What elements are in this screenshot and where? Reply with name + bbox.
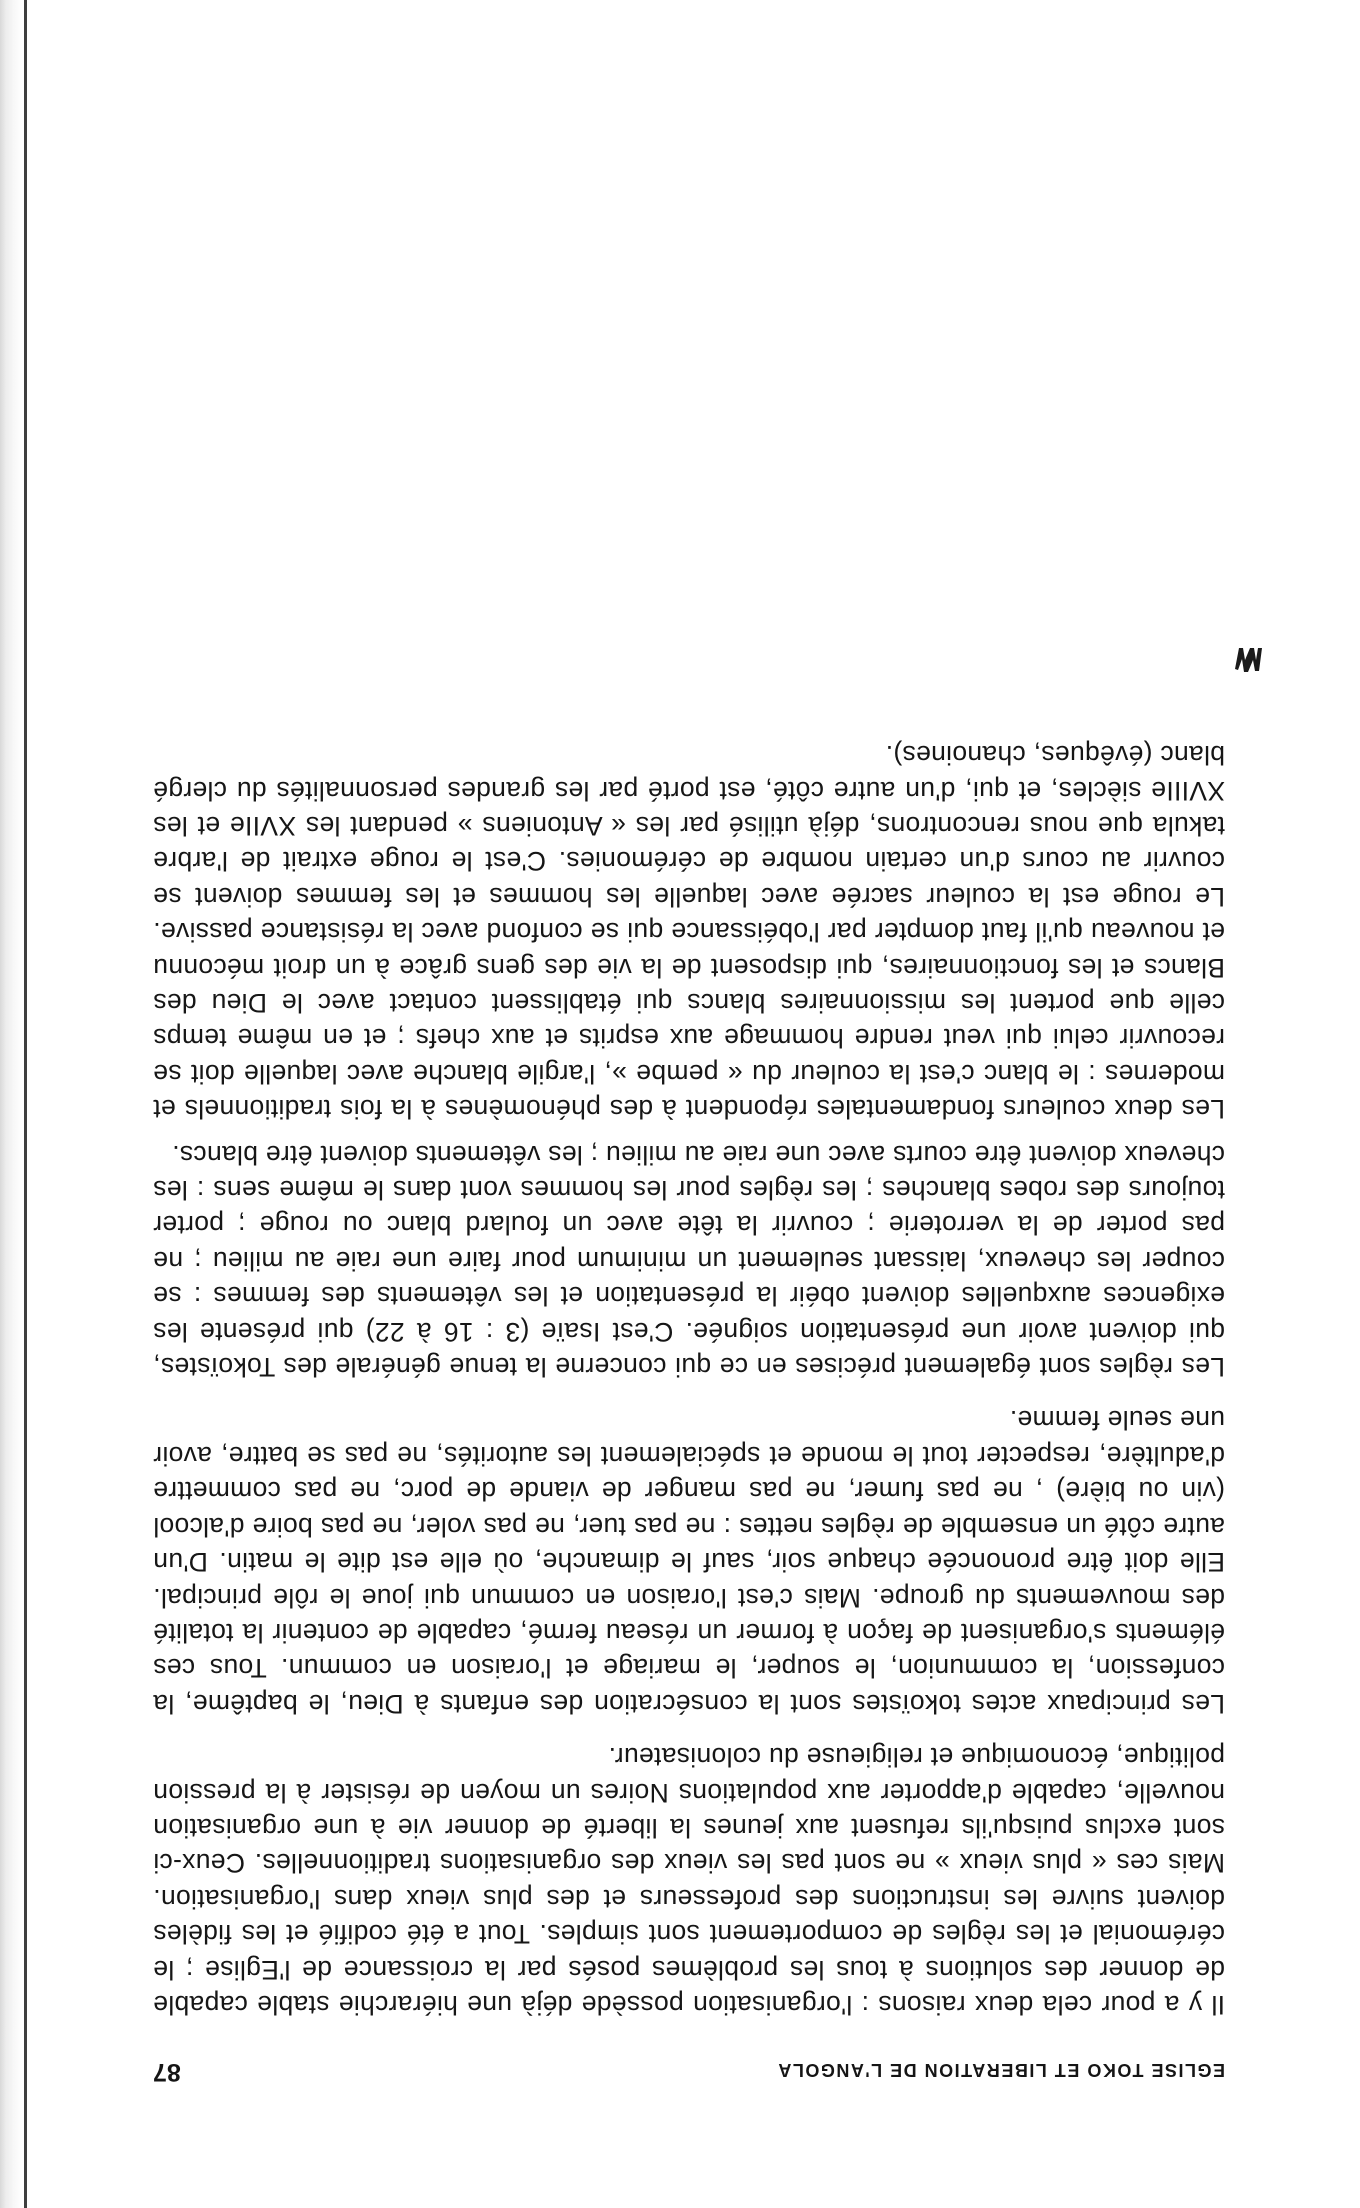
running-title: EGLISE TOKO ET LIBERATION DE L'ANGOLA [776, 2060, 1225, 2080]
page-number: 87 [153, 2058, 181, 2086]
paragraph: Les principaux actes tokoïstes sont la consécration des enfants à Dieu, le baptême, la confession, la communion, le souper, le mariage et l'oraison en commun. Tous ces éléments s'organisent de façon à former un réseau fermé, capable de contenir la totalité des mouvements du groupe. Mais c'est l'oraison en commun qui joue le rôle principal. Elle doit être prononcée chaque soir, sauf le dimanche, où elle est dite le matin. D'un autre côté un ensemble de règles nettes : ne pas tuer, ne pas voler, ne pas boire d'alcool (vin ou bière) , ne pas fumer, ne pas manger de viande de porc, ne pas commettre d'adultère, respecter tout le monde et spécialement les autorités, ne pas se battre, avoir une seule femme. [153, 1405, 1225, 1719]
paragraph: Les deux couleurs fondamentales répondent à des phénomènes à la fois traditionnels et modernes : le blanc c'est la couleur du « pembe », l'argile blanche avec laquelle doit se recouvrir celui qui veut rendre hommage aux esprits et aux chefs ; et en même temps celle que portent les missionnaires blancs qui établissent contact avec le Dieu des Blancs et les fonctionnaires, qui disposent de la vie des gens grâce à un droit méconnu et nouveau qu'il faut dompter par l'obéissance qui se confond avec la résistance passive. Le rouge est la couleur sacrée avec laquelle les hommes et les femmes doivent se couvrir au cours d'un certain nombre de cérémonies. C'est le rouge extrait de l'arbre takula que nous rencontrons, déjà utilisé par les « Antoniens » pendant les XVIIe et les XVIIIe siècles, et qui, d'un autre côté, est porté par les grandes personnalités du clergé blanc (évêques, chanoines). [153, 740, 1225, 1125]
margin-pen-mark [1234, 646, 1264, 674]
running-head [153, 2052, 1225, 2086]
paragraph: Il y a pour cela deux raisons : l'organisation possède déjà une hiérarchie stable capable de donner des solutions à tous les problèmes posés par la croissance de l'Eglise ; le cérémonial et les règles de comportement sont simples. Tout a été codifié et les fidèles doivent suivre les instructions des professeurs et des plus vieux dans l'organisation. Mais ces « plus vieux » ne sont pas les vieux des organisations traditionnelles. Ceux-ci sont exclus puisqu'ils refusent aux jeunes la liberté de donner vie à une organisation nouvelle, capable d'apporter aux populations Noires un moyen de résister à la pression politique, économique et religieuse du colonisateur. [153, 1742, 1225, 2020]
body-text [153, 737, 1225, 2022]
paragraph: Les règles sont également précises en ce qui concerne la tenue générale des Tokoïstes, qui doivent avoir une présentation soignée. C'est Isaïe (3 : 16 à 22) qui présente les exigences auxquelles doivent obéir la présentation et les vêtements des femmes : se couper les cheveux, laissant seulement un minimum pour faire une raie au milieu ; ne pas porter de la verroterie ; couvrir la tête avec un foulard blanc ou rouge ; porter toujours des robes blanches ; les règles pour les hommes vont dans le même sens : les cheveux doivent être courts avec une raie au milieu ; les vêtements doivent être blancs. [153, 1139, 1225, 1383]
